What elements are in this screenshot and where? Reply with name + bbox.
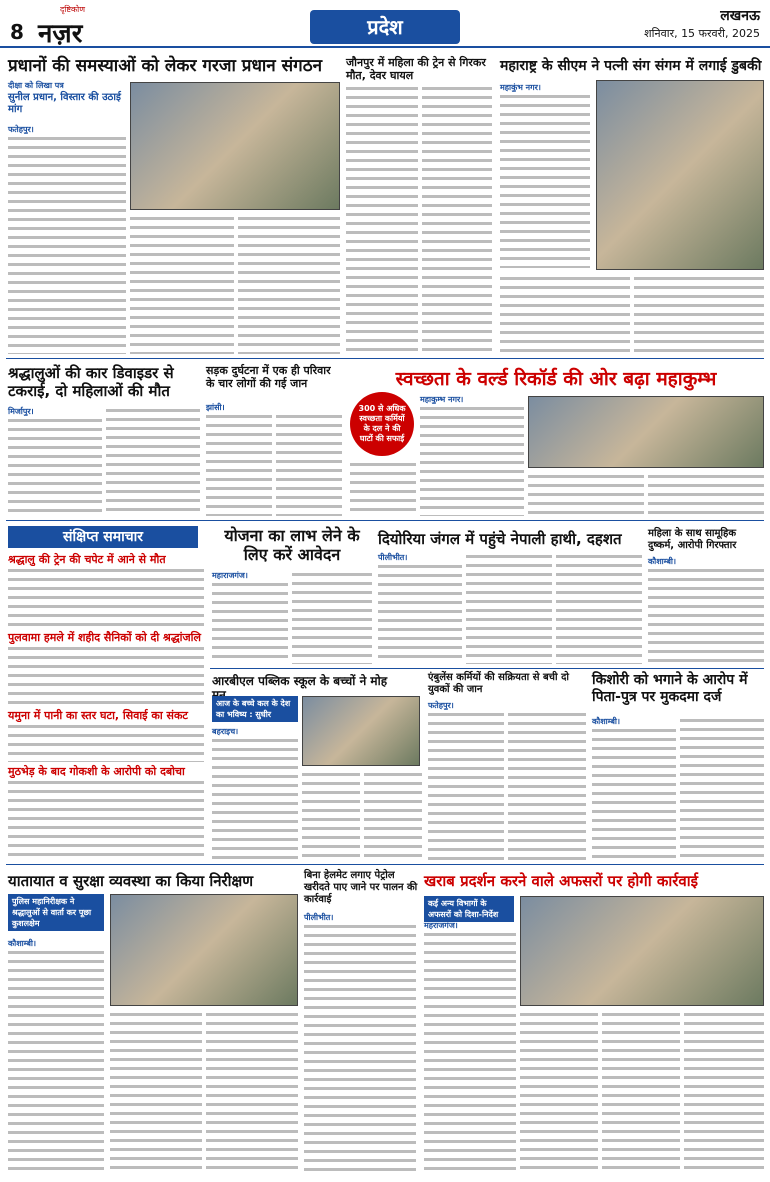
photo-kumbh-ghat bbox=[528, 396, 764, 468]
masthead-small: दृष्टिकोण bbox=[60, 5, 85, 14]
masthead-title: नज़र bbox=[38, 19, 83, 49]
body-traffic-col3 bbox=[206, 1010, 298, 1174]
divider bbox=[6, 864, 764, 865]
body-kumbh-col0 bbox=[350, 460, 416, 516]
body-maharashtra-col3 bbox=[634, 274, 764, 354]
divider bbox=[210, 668, 764, 669]
headline-kumbh: स्वच्छता के वर्ल्ड रिकॉर्ड की ओर बढ़ा महाकुम्भ bbox=[395, 368, 717, 390]
dateline-road: झांसी। bbox=[206, 403, 225, 412]
subhead-pradhan-2: सुनील प्रधान, विस्तार की उठाई मांग bbox=[8, 92, 121, 115]
headline-kishori: किशोरी को भगाने के आरोप में पिता-पुत्र पर मुकदमा दर्ज bbox=[592, 672, 748, 705]
headline-officers: खराब प्रदर्शन करने वाले अफसरों पर होगी कार्रवाई bbox=[424, 872, 698, 890]
body-helmet bbox=[304, 922, 416, 1174]
body-elephant-col2 bbox=[466, 552, 552, 664]
body-maharashtra-col1 bbox=[500, 92, 590, 268]
tag-traffic: पुलिस महानिरीक्षक ने श्रद्धालुओं से वार्ता कर पूछा कुशलक्षेम bbox=[8, 894, 104, 931]
headline-ambulance: एंबुलेंस कर्मियों की सक्रियता से बची दो युवकों की जान bbox=[428, 672, 570, 695]
headline-maharashtra: महाराष्ट्र के सीएम ने पत्नी संग संगम में लगाई डुबकी bbox=[500, 58, 762, 74]
headline-traffic: यातायात व सुरक्षा व्यवस्था का किया निरीक्षण bbox=[8, 872, 254, 890]
headline-helmet: बिना हेलमेट लगाए पेट्रोल खरीदते पाए जाने पर पालन की कार्रवाई bbox=[304, 870, 418, 905]
dateline-ambulance: फतेहपुर। bbox=[428, 701, 454, 710]
body-officers-col3 bbox=[602, 1010, 680, 1174]
body-school-col3 bbox=[364, 770, 422, 860]
body-maharashtra-col2 bbox=[500, 274, 630, 354]
body-jaunpur-col2 bbox=[422, 84, 492, 354]
body-officers-col1 bbox=[424, 930, 516, 1174]
headline-car-crash: श्रद्धालुओं की कार डिवाइडर से टकराई, दो महिलाओं की मौत bbox=[8, 364, 174, 400]
tag-officers: कई अन्य विभागों के अफसरों को दिशा-निर्देश bbox=[424, 896, 514, 922]
photo-officers-meeting bbox=[520, 896, 764, 1006]
divider bbox=[6, 358, 764, 359]
section-title: प्रदेश bbox=[310, 10, 460, 44]
headline-yojana: योजना का लाभ लेने के लिए करें आवेदन bbox=[224, 526, 360, 565]
brief-1-body bbox=[8, 566, 204, 628]
body-ambulance-col2 bbox=[508, 710, 586, 860]
brief-1-headline: श्रद्धालु की ट्रेन की चपेट में आने से मौत bbox=[8, 553, 166, 566]
body-pradhan-col2 bbox=[130, 214, 234, 354]
brief-4-body bbox=[8, 778, 204, 860]
divider bbox=[6, 520, 764, 521]
photo-school-event bbox=[302, 696, 420, 766]
dateline-helmet: पीलीभीत। bbox=[304, 913, 334, 922]
briefs-box-title: संक्षिप्त समाचार bbox=[8, 526, 198, 548]
body-kishori-col1 bbox=[592, 726, 676, 860]
dateline-officers: महराजगंज। bbox=[424, 921, 458, 930]
page-number: 8 bbox=[10, 20, 24, 44]
body-ambulance-col1 bbox=[428, 710, 504, 860]
body-car-col1 bbox=[8, 416, 102, 516]
photo-cm-sangam bbox=[596, 80, 764, 270]
body-school-col2 bbox=[302, 770, 360, 860]
photo-traffic-inspection bbox=[110, 894, 298, 1006]
dateline-woman: कौशाम्बी। bbox=[648, 557, 676, 566]
dateline-kumbh: महाकुम्भ नगर। bbox=[420, 395, 464, 404]
brief-3-headline: यमुना में पानी का स्तर घटा, सिवाई का संकट bbox=[8, 709, 188, 722]
dateline-elephant: पीलीभीत। bbox=[378, 553, 408, 562]
issue-date: शनिवार, 15 फरवरी, 2025 bbox=[644, 27, 760, 40]
headline-road-accident: सड़क दुर्घटना में एक ही परिवार के चार लोगों की गई जान bbox=[206, 364, 331, 391]
body-kumbh-col2 bbox=[528, 472, 644, 516]
body-kumbh-col1 bbox=[420, 404, 524, 516]
body-officers-col4 bbox=[684, 1010, 764, 1174]
brief-3-body bbox=[8, 722, 204, 762]
masthead-logo bbox=[30, 4, 140, 49]
brief-4-headline: मुठभेड़ के बाद गोकशी के आरोपी को दबोचा bbox=[8, 765, 185, 778]
edition-city: लखनऊ bbox=[720, 8, 760, 24]
body-jaunpur-col1 bbox=[346, 84, 418, 354]
body-car-col2 bbox=[106, 406, 200, 516]
body-woman bbox=[648, 566, 764, 664]
dateline-car-crash: मिर्जापुर। bbox=[8, 407, 34, 416]
tag-school: आज के बच्चे कल के देश का भविष्य : सुधीर bbox=[212, 696, 298, 722]
body-school-col1 bbox=[212, 736, 298, 860]
body-elephant-col1 bbox=[378, 562, 462, 664]
body-kumbh-col3 bbox=[648, 472, 764, 516]
headline-elephant: दियोरिया जंगल में पहुंचे नेपाली हाथी, दहशत bbox=[378, 530, 622, 548]
body-road-col1 bbox=[206, 412, 272, 516]
body-road-col2 bbox=[276, 412, 342, 516]
body-yojana-col2 bbox=[292, 570, 372, 664]
body-officers-col2 bbox=[520, 1010, 598, 1174]
body-traffic-col1 bbox=[8, 948, 104, 1174]
brief-2-headline: पुलवामा हमले में शहीद सैनिकों को दी श्रद्धांजलि bbox=[8, 631, 201, 644]
headline-woman-crime: महिला के साथ सामूहिक दुष्कर्म, आरोपी गिरफ्तार bbox=[648, 528, 737, 551]
photo-pradhan-meeting bbox=[130, 82, 340, 210]
headline-school: आरबीएल पब्लिक स्कूल के बच्चों ने मोह bbox=[212, 674, 388, 688]
body-pradhan-col1 bbox=[8, 134, 126, 354]
badge-kumbh: 300 से अधिक स्वच्छता कर्मियों के दल ने की घाटों की सफाई bbox=[350, 392, 414, 456]
subhead-pradhan-1: दीक्षा को लिखा पत्र bbox=[8, 81, 64, 90]
dateline-kishori: कौशाम्बी। bbox=[592, 717, 620, 726]
headline-jaunpur: जौनपुर में महिला की ट्रेन से गिरकर मौत, देवर घायल bbox=[346, 56, 486, 83]
dateline-yojana: महाराजगंज। bbox=[212, 571, 248, 580]
dateline-maharashtra: महाकुंभ नगर। bbox=[500, 83, 541, 92]
body-traffic-col2 bbox=[110, 1010, 202, 1174]
body-kishori-col2 bbox=[680, 716, 764, 860]
dateline-traffic: कौशाम्बी। bbox=[8, 939, 36, 948]
dateline-pradhan: फतेहपुर। bbox=[8, 125, 34, 134]
body-yojana-col1 bbox=[212, 580, 288, 664]
brief-2-body bbox=[8, 644, 204, 706]
dateline-school: बहराइच। bbox=[212, 727, 239, 736]
body-pradhan-col3 bbox=[238, 214, 340, 354]
headline-pradhan: प्रधानों की समस्याओं को लेकर गरजा प्रधान संगठन bbox=[8, 56, 323, 76]
body-elephant-col3 bbox=[556, 552, 642, 664]
page-header bbox=[0, 0, 770, 48]
